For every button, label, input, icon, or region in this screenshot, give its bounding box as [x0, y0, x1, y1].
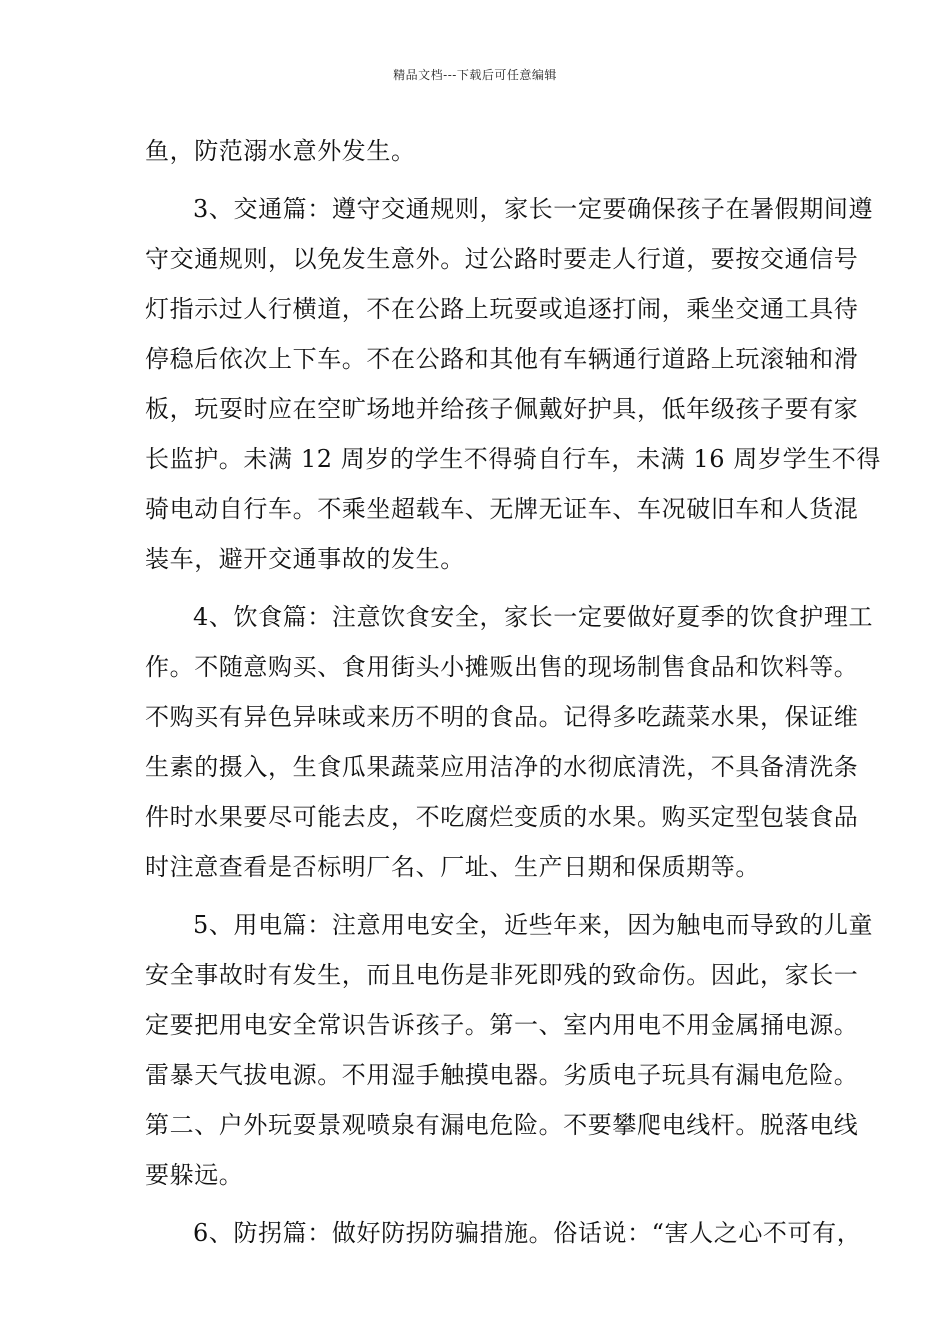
text-line: 4、饮食篇：注意饮食安全，家长一定要做好夏季的饮食护理工	[193, 603, 874, 631]
text-line: 安全事故时有发生，而且电伤是非死即残的致命伤。因此，家长一	[145, 961, 859, 989]
text-line: 鱼，防范溺水意外发生。	[145, 137, 416, 165]
text-line: 6、防拐篇：做好防拐防骗措施。俗话说：“害人之心不可有，	[193, 1219, 862, 1247]
text-line: 作。不随意购买、食用街头小摊贩出售的现场制售食品和饮料等。	[145, 653, 859, 681]
text-line: 装车，避开交通事故的发生。	[145, 545, 465, 573]
paragraph-drowning-end	[145, 126, 808, 176]
text-line: 停稳后依次上下车。不在公路和其他有车辆通行道路上玩滚轴和滑	[145, 345, 859, 373]
text-line: 要躲远。	[145, 1161, 244, 1189]
text-line: 骑电动自行车。不乘坐超载车、无牌无证车、车况破旧车和人货混	[145, 495, 859, 523]
text-line: 生素的摄入，生食瓜果蔬菜应用洁净的水彻底清洗，不具备清洗条	[145, 753, 859, 781]
paragraph-traffic	[145, 184, 881, 584]
text-line: 5、用电篇：注意用电安全，近些年来，因为触电而导致的儿童	[193, 911, 874, 939]
paragraph-diet	[145, 592, 874, 892]
text-line: 定要把用电安全常识告诉孩子。第一、室内用电不用金属捅电源。	[145, 1011, 859, 1039]
document-body	[145, 126, 881, 1258]
text-line: 守交通规则，以免发生意外。过公路时要走人行道，要按交通信号	[145, 245, 859, 273]
text-line: 3、交通篇：遵守交通规则，家长一定要确保孩子在暑假期间遵	[193, 195, 874, 223]
page-header: 精品文档---下载后可任意编辑	[393, 68, 557, 82]
text-line: 长监护。未满 12 周岁的学生不得骑自行车，未满 16 周岁学生不得	[145, 445, 881, 473]
text-line: 件时水果要尽可能去皮，不吃腐烂变质的水果。购买定型包装食品	[145, 803, 859, 831]
text-line: 第二、户外玩耍景观喷泉有漏电危险。不要攀爬电线杆。脱落电线	[145, 1111, 859, 1139]
text-line: 板，玩耍时应在空旷场地并给孩子佩戴好护具，低年级孩子要有家	[145, 395, 859, 423]
text-line: 时注意查看是否标明厂名、厂址、生产日期和保质期等。	[145, 853, 760, 881]
text-line: 灯指示过人行横道，不在公路上玩耍或追逐打闹，乘坐交通工具待	[145, 295, 859, 323]
paragraph-electricity	[145, 900, 874, 1200]
paragraph-anti-abduction	[145, 1208, 862, 1258]
text-line: 不购买有异色异味或来历不明的食品。记得多吃蔬菜水果，保证维	[145, 703, 859, 731]
text-line: 雷暴天气拔电源。不用湿手触摸电器。劣质电子玩具有漏电危险。	[145, 1061, 859, 1089]
